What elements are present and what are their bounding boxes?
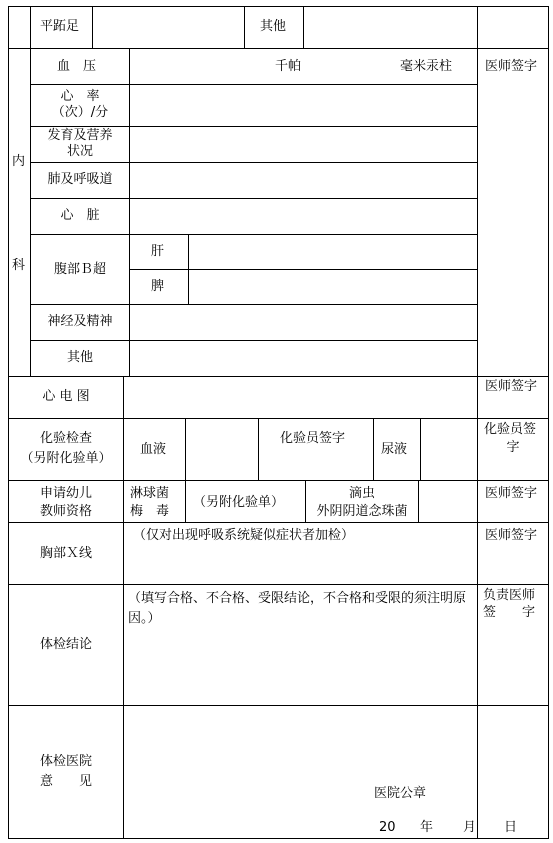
divider	[8, 522, 549, 523]
hospital-opinion-label-line2: 意 见	[39, 774, 92, 789]
divider	[420, 418, 421, 480]
internal-medicine-char-2: 科	[12, 258, 26, 273]
divider	[30, 198, 478, 199]
neuro-mental-label: 神经及精神	[47, 314, 113, 329]
conclusion-label: 体检结论	[39, 637, 92, 652]
internal-medicine-char-1: 内	[12, 154, 26, 169]
spleen-label: 脾	[151, 279, 165, 294]
table-border-top	[8, 6, 549, 7]
conclusion-sign-label-line2: 签 字	[483, 605, 536, 620]
heart-rate-unit: （次）/分	[51, 105, 109, 120]
ecg-doctor-signature: 医师签字	[485, 379, 538, 394]
blood-pressure-unit-mmhg: 毫米汞柱	[400, 59, 453, 74]
blood-pressure-label: 血 压	[57, 59, 97, 74]
other-label-internal: 其他	[66, 350, 93, 365]
chest-xray-label: 胸部Ｘ线	[39, 546, 92, 561]
date-month-unit: 月	[463, 820, 477, 835]
kindergarten-label: 申请幼儿	[39, 486, 92, 501]
divider	[258, 418, 259, 480]
table-border-bottom	[8, 838, 549, 839]
divider	[185, 418, 186, 522]
date-year-unit: 年	[420, 820, 434, 835]
divider	[8, 584, 549, 585]
label-column-divider	[123, 376, 124, 838]
kindergarten-label-line2: 教师资格	[39, 504, 92, 519]
hospital-opinion-label: 体检医院	[39, 754, 92, 769]
candida-label: 外阴阴道念珠菌	[316, 504, 408, 519]
divider	[8, 48, 549, 49]
conclusion-note: （填写合格、不合格、受限结论，不合格和受限的须注明原因。）	[128, 591, 467, 626]
lab-test-attached: （另附化验单）	[20, 451, 112, 466]
conclusion-sign-label: 负责医师	[483, 588, 536, 603]
date-year: 20	[379, 820, 396, 835]
trichomonas-label: 滴虫	[348, 486, 375, 501]
lab-signature-mid: 化验员签字	[280, 431, 346, 446]
divider	[418, 480, 419, 522]
heart-label: 心 脏	[60, 208, 100, 223]
divider	[8, 480, 549, 481]
signature-column-divider	[477, 6, 478, 838]
kindergarten-attached: （另附化验单）	[193, 495, 285, 510]
date-day-unit: 日	[504, 820, 518, 835]
development-label-line2: 状况	[66, 144, 93, 159]
abdomen-ultrasound-label: 腹部Ｂ超	[53, 262, 106, 277]
other-label: 其他	[260, 19, 287, 34]
divider	[8, 705, 549, 706]
kindergarten-doctor-signature: 医师签字	[485, 486, 538, 501]
internal-doctor-signature: 医师签字	[485, 59, 538, 74]
ecg-label: 心 电 图	[42, 389, 90, 404]
divider	[244, 6, 245, 48]
table-border-right	[548, 6, 549, 839]
divider	[30, 340, 478, 341]
table-border-left	[8, 6, 9, 839]
divider	[30, 304, 478, 305]
lab-test-label: 化验检查	[39, 431, 92, 446]
divider	[92, 6, 93, 48]
divider	[30, 126, 478, 127]
liver-label: 肝	[151, 244, 165, 259]
divider	[129, 269, 478, 270]
blood-label: 血液	[140, 442, 167, 457]
syphilis-label: 梅 毒	[130, 504, 170, 519]
urine-label: 尿液	[381, 442, 408, 457]
development-label: 发育及营养	[47, 128, 113, 143]
flatfoot-label: 平跖足	[40, 19, 80, 34]
chest-xray-note: （仅对出现呼吸系统疑似症状者加检）	[133, 528, 355, 543]
divider	[373, 418, 374, 480]
divider	[8, 418, 549, 419]
divider	[30, 84, 478, 85]
hospital-seal-label: 医院公章	[374, 786, 427, 801]
lungs-label: 肺及呼吸道	[47, 172, 113, 187]
lab-signature-right: 化验员签	[484, 422, 537, 437]
divider	[30, 234, 478, 235]
heart-rate-label: 心 率	[60, 89, 100, 104]
divider	[30, 162, 478, 163]
divider	[303, 6, 304, 48]
chest-xray-doctor-signature: 医师签字	[485, 528, 538, 543]
divider	[129, 48, 130, 376]
lab-signature-right-line2: 字	[506, 440, 520, 455]
blood-pressure-unit-kpa: 千帕	[275, 59, 302, 74]
divider	[8, 376, 549, 377]
gonorrhea-label: 淋球菌	[130, 486, 170, 501]
